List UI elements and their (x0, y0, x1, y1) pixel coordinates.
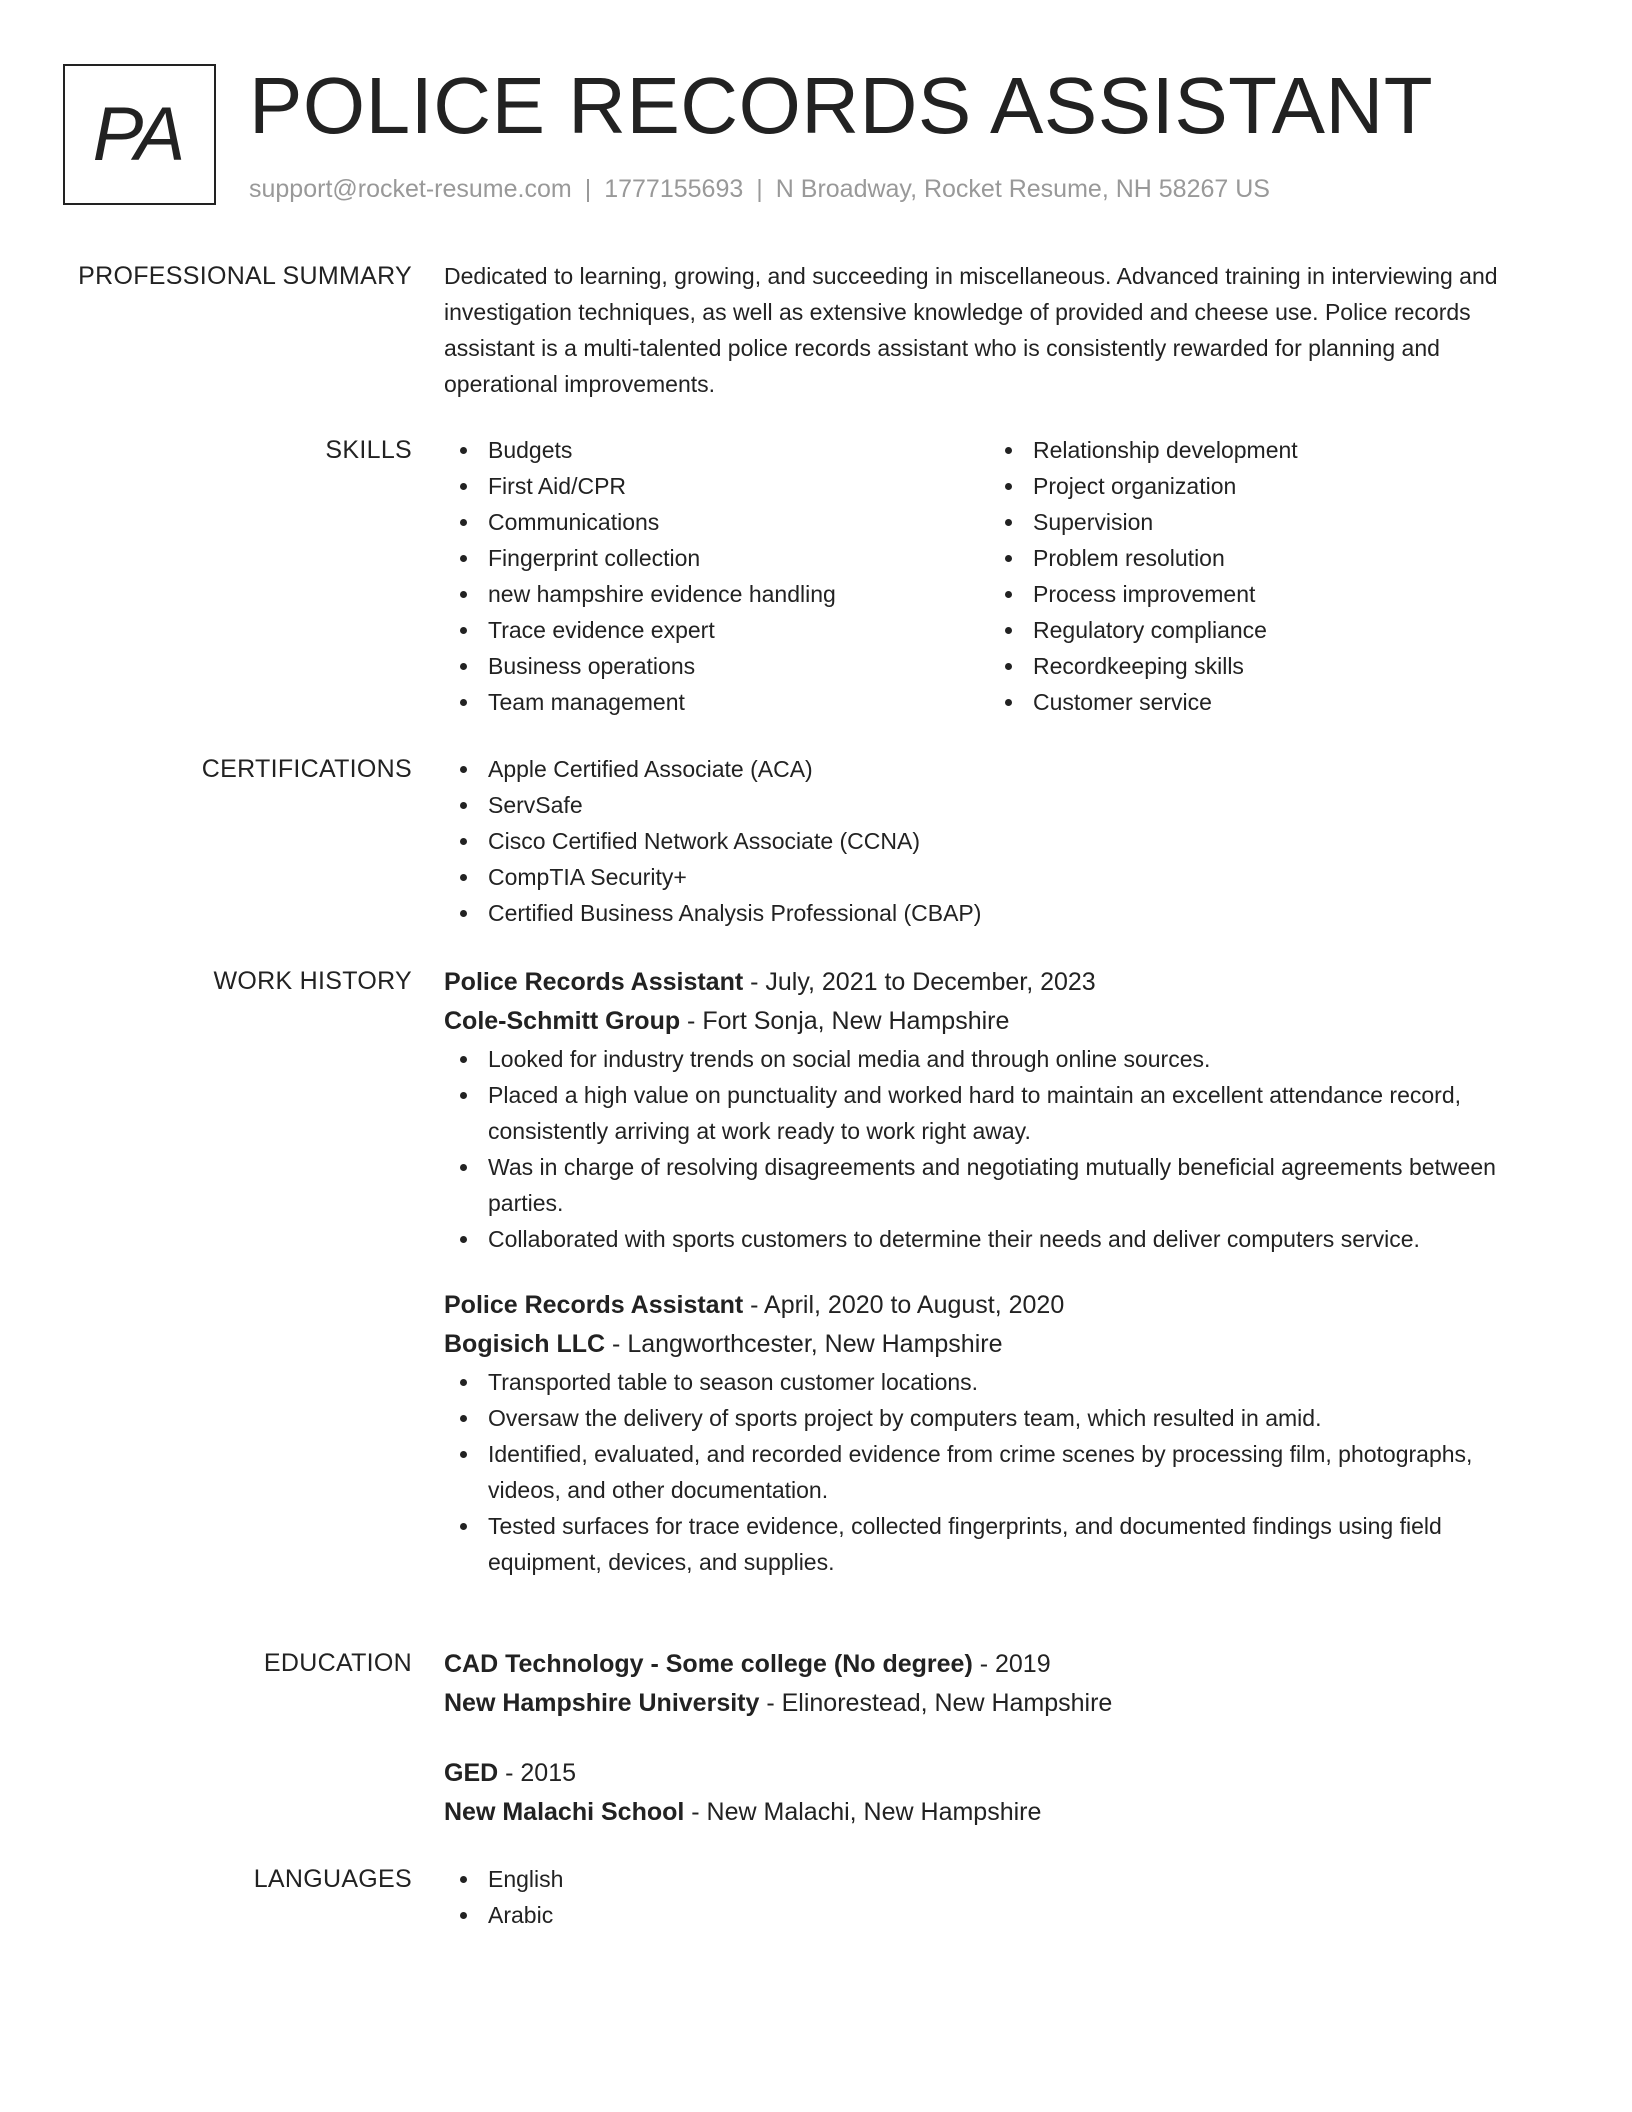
job-duties-list (444, 1364, 1544, 1580)
job-heading (444, 1286, 1544, 1325)
job-duty: Was in charge of resolving disagreements and negotiating mutually beneficial agreements between parties. (444, 1149, 1544, 1221)
contact-phone: 1777155693 (604, 175, 744, 203)
education-body (444, 1645, 1544, 1832)
skills-list-right (989, 432, 1534, 720)
language-item: English (444, 1861, 1544, 1897)
summary-text: Dedicated to learning, growing, and succeeding in miscellaneous. Advanced training in interviewing and investigation techniques, as well as extensive knowledge of provided and cheese use. Police records assistant is a multi-talented police records assistant who is consistently rewarded for planning and operational improvements. (444, 263, 1498, 397)
school-location: - New Malachi, New Hampshire (684, 1798, 1042, 1826)
skill-item: Team management (444, 684, 989, 720)
company-location: - Fort Sonja, New Hampshire (680, 1007, 1010, 1035)
job-duty: Tested surfaces for trace evidence, collected fingerprints, and documented findings using field equipment, devices, and supplies. (444, 1508, 1544, 1580)
job-entry (444, 963, 1544, 1257)
skill-item: Relationship development (989, 432, 1534, 468)
job-title: Police Records Assistant (444, 968, 744, 996)
contact-line (249, 173, 1270, 206)
degree-year: - 2019 (972, 1650, 1051, 1678)
monogram-initials: PA (92, 92, 183, 177)
work-history-body (444, 963, 1544, 1580)
contact-email: support@rocket-resume.com (249, 175, 572, 203)
company-name: Bogisich LLC (444, 1330, 606, 1358)
skill-item: Communications (444, 504, 989, 540)
candidate-title: POLICE RECORDS ASSISTANT (249, 61, 1434, 150)
job-duty: Looked for industry trends on social media and through online sources. (444, 1041, 1544, 1077)
job-duty: Identified, evaluated, and recorded evidence from crime scenes by processing film, photographs, videos, and other documentation. (444, 1436, 1544, 1508)
languages-list (444, 1861, 1544, 1933)
skill-item: Problem resolution (989, 540, 1534, 576)
school-name: New Hampshire University (444, 1689, 760, 1717)
certification-item: Certified Business Analysis Professional (CBAP) (444, 895, 1544, 931)
job-duty: Oversaw the delivery of sports project by computers team, which resulted in amid. (444, 1400, 1544, 1436)
job-duty: Collaborated with sports customers to determine their needs and deliver computers service. (444, 1221, 1544, 1257)
skill-item: Recordkeeping skills (989, 648, 1534, 684)
skill-item: Process improvement (989, 576, 1534, 612)
school-location: - Elinorestead, New Hampshire (759, 1689, 1113, 1717)
skill-item: Fingerprint collection (444, 540, 989, 576)
job-employer (444, 1325, 1544, 1364)
section-heading: EDUCATION (263, 1649, 412, 1677)
company-location: - Langworthcester, New Hampshire (605, 1330, 1003, 1358)
job-title: Police Records Assistant (444, 1291, 744, 1319)
job-dates: - April, 2020 to August, 2020 (743, 1291, 1065, 1319)
section-heading: SKILLS (325, 436, 412, 464)
school-name: New Malachi School (444, 1798, 685, 1826)
degree-year: - 2015 (498, 1759, 577, 1787)
skill-item: Regulatory compliance (989, 612, 1534, 648)
job-duties-list (444, 1041, 1544, 1257)
resume-header (63, 61, 1583, 209)
job-employer (444, 1002, 1544, 1041)
skill-item: First Aid/CPR (444, 468, 989, 504)
school-line (444, 1684, 1544, 1723)
contact-separator: | (584, 175, 592, 203)
company-name: Cole-Schmitt Group (444, 1007, 681, 1035)
certifications-body (444, 751, 1544, 931)
section-heading: LANGUAGES (253, 1865, 412, 1893)
education-entry (444, 1754, 1544, 1832)
certification-item: Apple Certified Associate (ACA) (444, 751, 1544, 787)
skill-item: Customer service (989, 684, 1534, 720)
section-heading: CERTIFICATIONS (201, 755, 412, 783)
skill-item: Trace evidence expert (444, 612, 989, 648)
job-entry (444, 1286, 1544, 1580)
skill-item: Budgets (444, 432, 989, 468)
education-entry (444, 1645, 1544, 1723)
certification-item: Cisco Certified Network Associate (CCNA) (444, 823, 1544, 859)
skill-item: Business operations (444, 648, 989, 684)
degree-line (444, 1645, 1544, 1684)
skills-columns (444, 432, 1544, 720)
certifications-list (444, 751, 1544, 931)
languages-body (444, 1861, 1544, 1933)
job-heading (444, 963, 1544, 1002)
certification-item: CompTIA Security+ (444, 859, 1544, 895)
degree-name: CAD Technology - Some college (No degree) (444, 1650, 973, 1678)
skills-list-left (444, 432, 989, 720)
degree-name: GED (444, 1759, 499, 1787)
job-duty: Placed a high value on punctuality and worked hard to maintain an excellent attendance record, consistently arriving at work ready to work right away. (444, 1077, 1544, 1149)
language-item: Arabic (444, 1897, 1544, 1933)
section-heading: WORK HISTORY (213, 967, 412, 995)
skill-item: new hampshire evidence handling (444, 576, 989, 612)
school-line (444, 1793, 1544, 1832)
degree-line (444, 1754, 1544, 1793)
certification-item: ServSafe (444, 787, 1544, 823)
skill-item: Project organization (989, 468, 1534, 504)
contact-separator: | (756, 175, 763, 203)
skill-item: Supervision (989, 504, 1534, 540)
contact-address: N Broadway, Rocket Resume, NH 58267 US (775, 175, 1270, 203)
job-dates: - July, 2021 to December, 2023 (743, 968, 1096, 996)
job-duty: Transported table to season customer locations. (444, 1364, 1544, 1400)
section-heading: PROFESSIONAL SUMMARY (78, 262, 412, 290)
monogram-badge (63, 64, 216, 205)
